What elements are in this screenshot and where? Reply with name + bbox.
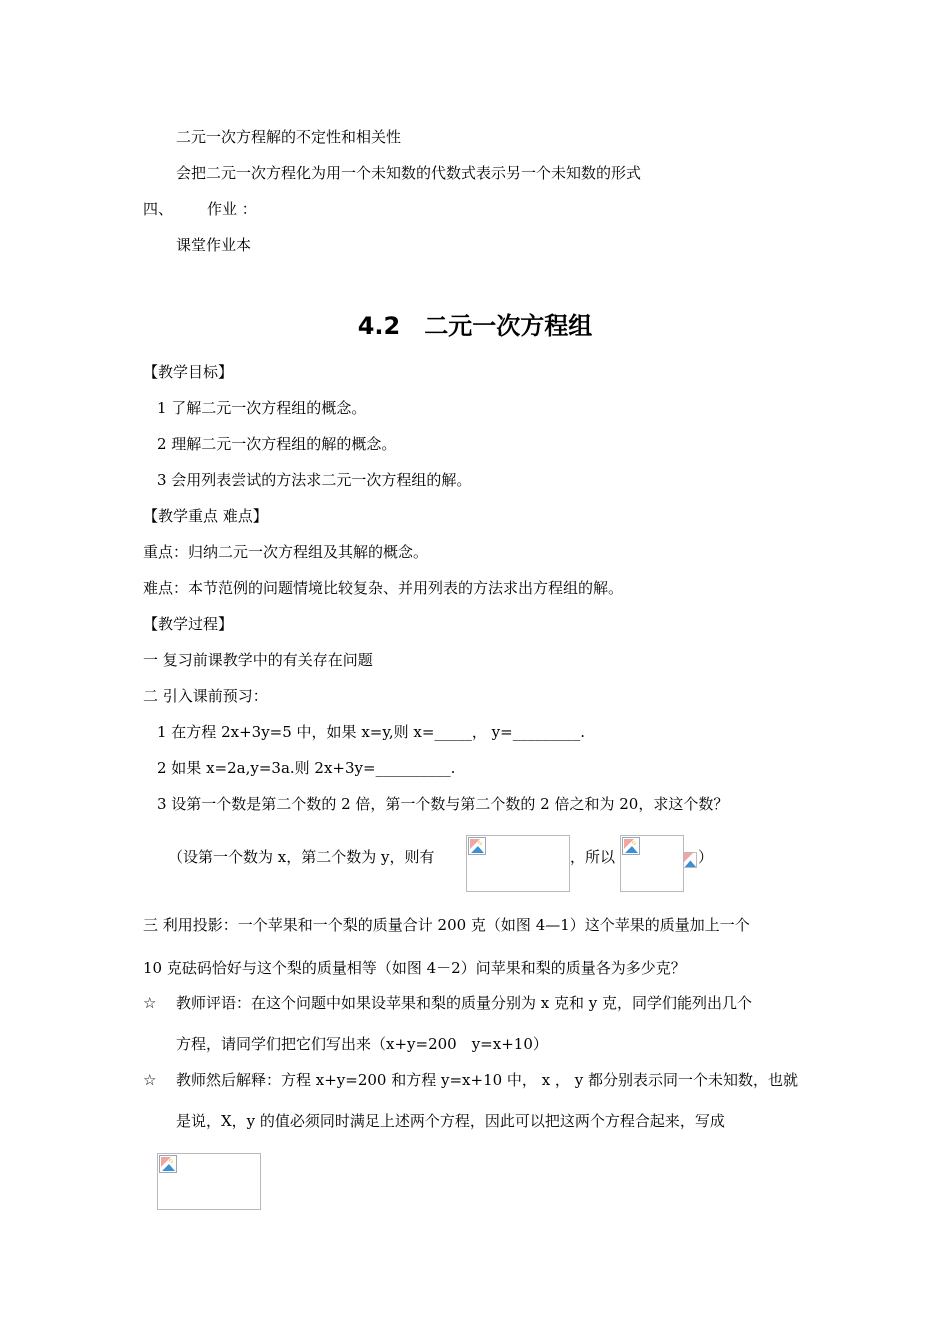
teacher-comment-2-line-1: 教师然后解释：方程 x+y=200 和方程 y=x+10 中， x ， y 都分别表示同一个未知数，也就	[176, 1071, 798, 1089]
summary-line-2: 会把二元一次方程化为用一个未知数的代数式表示另一个未知数的形式	[176, 164, 642, 182]
summary-line-1: 二元一次方程解的不定性和相关性	[176, 128, 402, 146]
q3-hint-middle: ，所以	[570, 848, 616, 866]
broken-image-icon	[622, 837, 640, 855]
homework-content: 课堂作业本	[176, 236, 252, 254]
q3-hint-end: ）	[698, 848, 714, 866]
equation-system-image	[157, 1153, 261, 1210]
equation-image-2	[620, 835, 684, 892]
objectives-header: 【教学目标】	[143, 363, 234, 381]
section-title: 4.2 二元一次方程组	[357, 312, 593, 340]
process-header: 【教学过程】	[143, 615, 234, 633]
objective-item-1: 1 了解二元一次方程组的概念。	[157, 399, 367, 417]
homework-label: 作业 ：	[207, 200, 257, 218]
objective-item-3: 3 会用列表尝试的方法求二元一次方程组的解。	[157, 471, 472, 489]
process-step-3-line-1: 三 利用投影：一个苹果和一个梨的质量合计 200 克（如图 4—1）这个苹果的质量加上一个	[143, 916, 750, 934]
process-step-3-line-2: 10 克砝码恰好与这个梨的质量相等（如图 4－2）问苹果和梨的质量各为多少克？	[143, 959, 686, 977]
key-point-focus: 重点：归纳二元一次方程组及其解的概念。	[143, 543, 429, 561]
star-bullet-1: ☆	[143, 994, 157, 1012]
broken-image-icon	[159, 1155, 177, 1173]
preview-question-2: 2 如果 x=2a,y=3a.则 2x+3y=__________.	[157, 759, 456, 777]
homework-number: 四、	[143, 200, 174, 218]
broken-image-icon	[468, 837, 486, 855]
key-point-difficulty: 难点：本节范例的问题情境比较复杂、并用列表的方法求出方程组的解。	[143, 579, 624, 597]
q3-hint-start: （设第一个数为 x，第二个数为 y，则有	[168, 848, 435, 866]
teacher-comment-1-line-2: 方程，请同学们把它们写出来（x+y=200 y=x+10）	[176, 1035, 548, 1053]
broken-image-icon	[683, 852, 697, 868]
teacher-comment-1-line-1: 教师评语：在这个问题中如果设苹果和梨的质量分别为 x 克和 y 克，同学们能列出几个	[176, 994, 753, 1012]
key-points-header: 【教学重点 难点】	[143, 507, 268, 525]
process-step-2: 二 引入课前预习：	[143, 687, 268, 705]
preview-question-3: 3 设第一个数是第二个数的 2 倍，第一个数与第二个数的 2 倍之和为 20，求这个数？	[157, 795, 729, 813]
teacher-comment-2-line-2: 是说，X，y 的值必须同时满足上述两个方程，因此可以把这两个方程合起来，写成	[176, 1112, 725, 1130]
objective-item-2: 2 理解二元一次方程组的解的概念。	[157, 435, 397, 453]
preview-question-1: 1 在方程 2x+3y=5 中，如果 x=y,则 x=_____， y=_________.	[157, 723, 585, 741]
process-step-1: 一 复习前课教学中的有关存在问题	[143, 651, 373, 669]
star-bullet-2: ☆	[143, 1071, 157, 1089]
equation-image-1	[466, 835, 570, 892]
